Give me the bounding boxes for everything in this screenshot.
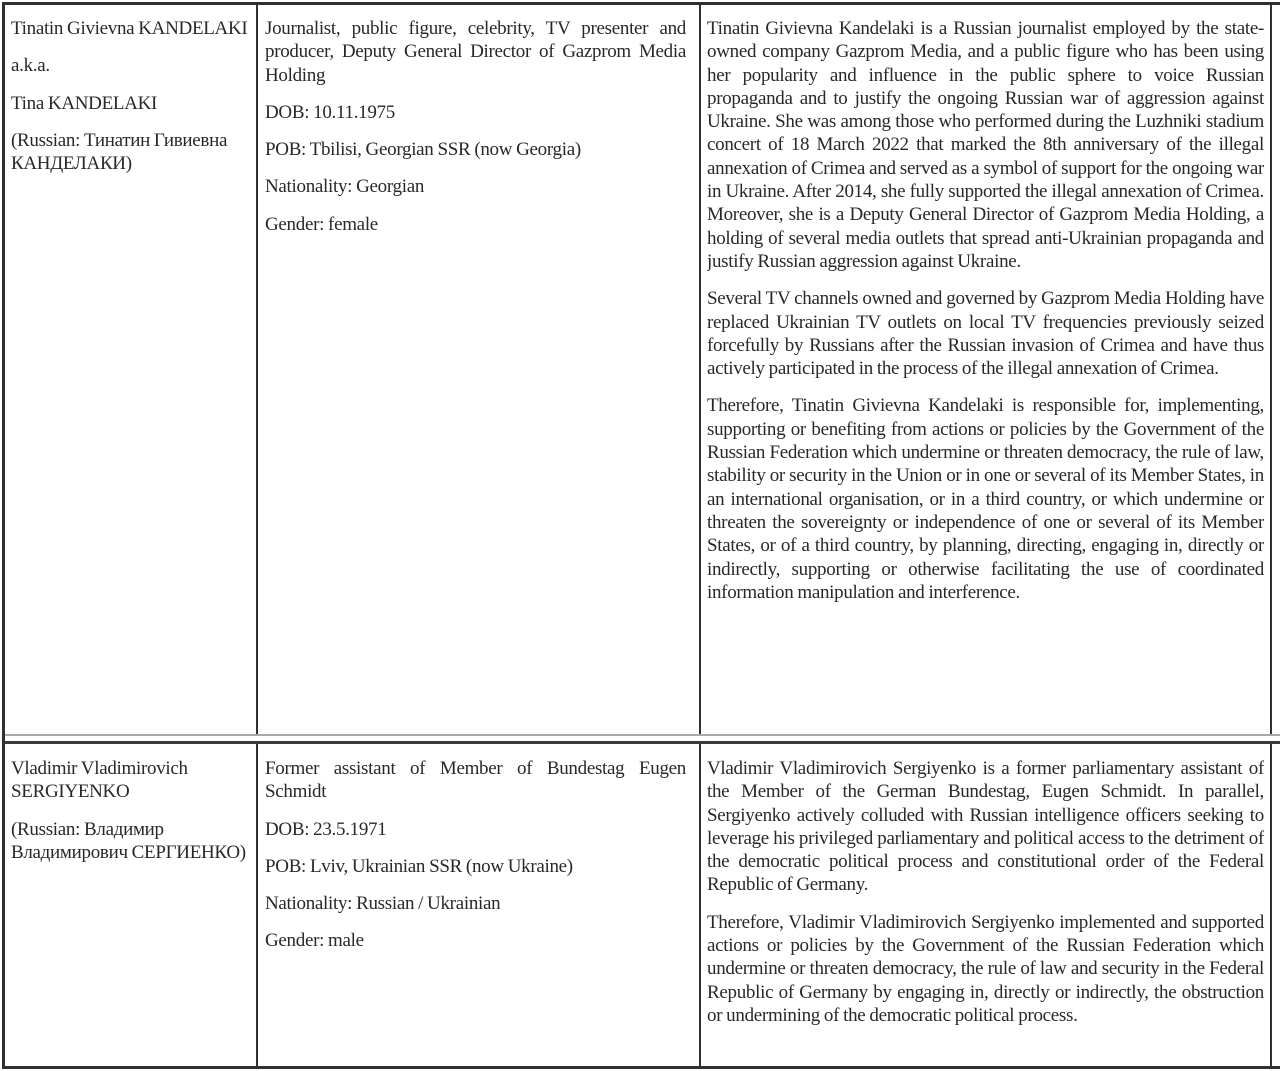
table-right-border-row-2: [1270, 744, 1272, 1066]
entry-dob: DOB: 23.5.1971: [265, 818, 387, 840]
identifying-information-cell: [265, 757, 686, 1063]
entry-nationality: Nationality: Georgian: [265, 176, 425, 198]
table-top-border: [2, 2, 1280, 5]
reasons-paragraph: Several TV channels owned and governed by Gazprom Media Holding have replaced Ukrainian TV outlets on local TV frequencies previously seized forcefully by Russians after the Russian invasion of Crimea and have thus actively participated in the process of the illegal annexation of Crimea.: [707, 288, 1264, 380]
entry-name: Tinatin Givievna KANDELAKI: [11, 18, 248, 39]
entry-pob: POB: Tbilisi, Georgian SSR (now Georgia): [265, 139, 581, 161]
entry-position: Journalist, public figure, celebrity, TV presenter and producer, Deputy General Director of Gazprom Media Holding: [265, 18, 686, 86]
entry-alias: Tina KANDELAKI: [11, 92, 158, 114]
reasons-paragraph: Vladimir Vladimirovich Sergiyenko is a former parliamentary assistant of the Member of the German Bundestag, Eugen Schmidt. In parallel, Sergiyenko actively colluded with Russian intelligence officers seeking to leverage his privileged parliamentary and political access to the detriment of the democratic political process and constitutional order of the Federal Republic of Germany.: [707, 758, 1264, 896]
entry-gender: Gender: female: [265, 213, 378, 235]
entry-name-russian: (Russian: Тинатин Гивиевна КАНДЕЛАКИ): [11, 129, 228, 175]
column-divider-2-row-2: [699, 744, 701, 1066]
reasons-paragraph: Therefore, Tinatin Givievna Kandelaki is responsible for, implementing, supporting or benefiting from actions or policies by the Government of the Russian Federation which undermine or threaten democracy, the rule of law, stability or security in the Union or in one or several of its Member States, in an international organisation, or in a third country, or which undermine or threaten the sovereignty or independence of one or several of its Member States, or of a third country, by planning, directing, engaging in, directly or indirectly, supporting or otherwise facilitating the use of coordinated information manipulation and interference.: [707, 395, 1264, 603]
name-cell: [11, 17, 249, 731]
entry-position: Former assistant of Member of Bundestag Eugen Schmidt: [265, 758, 686, 803]
entry-aka-label: a.k.a.: [11, 55, 50, 77]
entry-pob: POB: Lviv, Ukrainian SSR (now Ukraine): [265, 855, 573, 877]
reasons-paragraph: Tinatin Givievna Kandelaki is a Russian journalist employed by the state-owned company Gazprom Media, and a public figure who has been using her popularity and influence in the public sphere to voice Russian propaganda and to justify the ongoing Russian war of aggression against Ukraine. She was among those who performed during the Luzhniki stadium concert of 18 March 2022 that marked the 8th anniversary of the illegal annexation of Crimea and served as a symbol of support for the ongoing war in Ukraine. After 2014, she fully supported the illegal annexation of Crimea. Moreover, she is a Deputy General Director of Gazprom Media Holding, a holding of several media outlets that spread anti-Ukrainian propaganda and justify Russian aggression against Ukraine.: [707, 18, 1264, 272]
table-left-border: [2, 2, 5, 1069]
reasons-paragraph: Therefore, Vladimir Vladimirovich Sergiyenko implemented and supported actions or policies by the Government of the Russian Federation which undermine or threaten democracy, the rule of law and security in the Federal Republic of Germany by engaging in, directly or indirectly, the obstruction or undermining of the democratic political process.: [707, 911, 1264, 1026]
entry-name: Vladimir Vladimirovich SERGIYENKO: [11, 758, 188, 803]
entry-dob: DOB: 10.11.1975: [265, 101, 395, 123]
row-divider-dark-rule: [2, 741, 1280, 744]
table-right-border-row-1: [1270, 5, 1272, 734]
statement-of-reasons-cell: [707, 17, 1264, 731]
entry-nationality: Nationality: Russian / Ukrainian: [265, 893, 501, 915]
column-divider-1-row-1: [256, 5, 258, 734]
table-bottom-border: [2, 1066, 1280, 1069]
entry-name-russian: (Russian: Владимир Владимирович СЕРГИЕНКО): [11, 818, 246, 863]
identifying-information-cell: [265, 17, 686, 731]
statement-of-reasons-cell: [707, 757, 1264, 1063]
row-divider-gray-rule: [2, 734, 1280, 736]
column-divider-1-row-2: [256, 744, 258, 1066]
entry-gender: Gender: male: [265, 930, 364, 952]
column-divider-2-row-1: [699, 5, 701, 734]
name-cell: [11, 757, 249, 1063]
